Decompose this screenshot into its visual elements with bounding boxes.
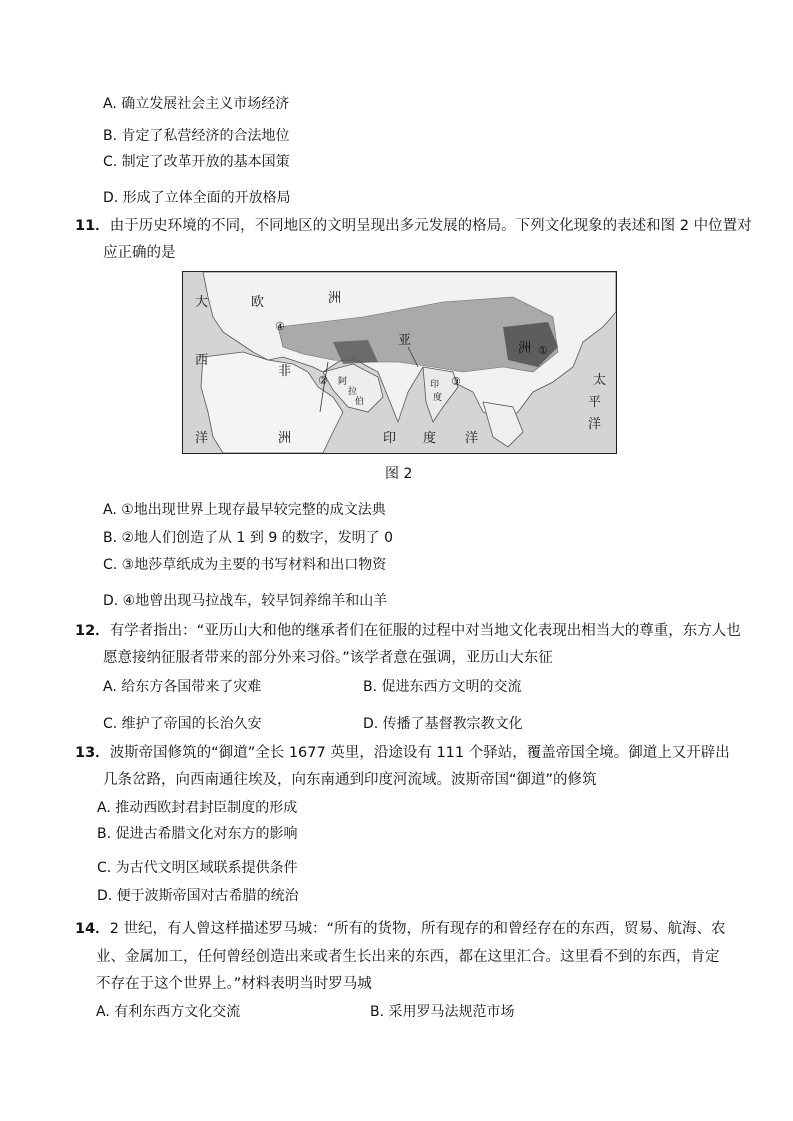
label-india-1: 印 [430, 380, 440, 390]
label-tai: 太 [593, 373, 607, 388]
label-fei: 非 [278, 364, 292, 379]
q13-option-b: B. 促进古希腊文化对东方的影响 [97, 826, 298, 842]
q14-option-b: B. 采用罗马法规范市场 [370, 1004, 515, 1020]
label-zhou-africa: 洲 [278, 431, 292, 446]
label-la: 拉 [348, 387, 358, 397]
marker-4: ④ [275, 320, 285, 333]
label-zhou-asia: 洲 [518, 341, 532, 356]
q14-stem-line3: 不存在于这个世界上。”材料表明当时罗马城 [96, 976, 372, 992]
q14-option-a: A. 有利东西方文化交流 [96, 1004, 241, 1020]
q12-option-c: C. 维护了帝国的长治久安 [103, 716, 262, 732]
q13-option-d: D. 便于波斯帝国对古希腊的统治 [97, 888, 299, 904]
label-ping: 平 [588, 395, 602, 410]
figure-caption: 图 2 [385, 466, 413, 482]
label-xi: 西 [195, 353, 209, 368]
q10-option-d: D. 形成了立体全面的开放格局 [103, 190, 291, 206]
q13-stem-line1 [75, 744, 730, 762]
q13-text-1: 波斯帝国修筑的“御道”全长 1677 英里，沿途设有 111 个驿站，覆盖帝国全境。御道上又开辟出 [109, 745, 730, 761]
marker-1: ① [538, 344, 548, 357]
label-yang-pacific: 洋 [588, 417, 602, 432]
q11-option-b: B. ②地人们创造了从 1 到 9 的数字，发明了 0 [103, 530, 394, 546]
q11-option-a: A. ①地出现世界上现存最早较完整的成文法典 [103, 502, 386, 518]
q14-stem-line2: 业、金属加工，任何曾经创造出来或者生长出来的东西，都在这里汇合。这里看不到的东西，肯定 [96, 949, 720, 965]
q10-option-b: B. 肯定了私营经济的合法地位 [103, 128, 290, 144]
q11-option-d: D. ④地曾出现马拉战车，较早饲养绵羊和山羊 [103, 593, 388, 609]
q11-text-1: 由于历史环境的不同，不同地区的文明呈现出多元发展的格局。下列文化现象的表述和图 2 中位置对 [109, 218, 752, 234]
q14-text-1: 2 世纪，有人曾这样描述罗马城：“所有的货物，所有现存的和曾经存在的东西，贸易、航海、农 [109, 921, 726, 937]
q11-option-c: C. ③地莎草纸成为主要的书写材料和出口物资 [103, 557, 387, 573]
q12-number: 12． [75, 623, 110, 639]
q12-option-d: D. 传播了基督教宗教文化 [363, 716, 523, 732]
q12-stem-line2: 愿意接纳征服者带来的部分外来习俗。”该学者意在强调，亚历山大东征 [103, 650, 553, 666]
label-a: 阿 [338, 377, 348, 387]
marker-3: ③ [451, 375, 461, 388]
q14-stem-line1 [75, 920, 726, 938]
q12-stem-line1 [75, 622, 741, 640]
q10-option-a: A. 确立发展社会主义市场经济 [103, 96, 290, 112]
label-ya: 亚 [398, 333, 412, 348]
label-yang-indian: 洋 [465, 431, 479, 446]
q13-stem-line2: 几条岔路，向西南通往埃及，向东南通到印度河流域。波斯帝国“御道”的修筑 [103, 772, 597, 788]
q11-stem-line2: 应正确的是 [103, 245, 176, 261]
marker-2: ② [318, 374, 328, 387]
label-bo: 伯 [355, 397, 365, 407]
label-ou: 欧 [251, 295, 265, 310]
q13-number: 13． [75, 745, 110, 761]
label-da: 大 [195, 295, 209, 310]
label-india-2: 度 [433, 393, 443, 403]
label-yin-ocean: 印 [383, 431, 397, 446]
label-zhou-europe: 洲 [328, 291, 342, 306]
q11-stem-line1 [75, 217, 752, 235]
label-du-ocean: 度 [423, 431, 437, 446]
q14-number: 14． [75, 921, 110, 937]
world-map-figure [182, 271, 617, 454]
label-yang-atlantic: 洋 [195, 431, 209, 446]
q12-text-1: 有学者指出：“亚历山大和他的继承者们在征服的过程中对当地文化表现出相当大的尊重，东方人也 [109, 623, 741, 639]
q10-option-c: C. 制定了改革开放的基本国策 [103, 154, 290, 170]
q13-option-a: A. 推动西欧封君封臣制度的形成 [97, 800, 298, 816]
q13-option-c: C. 为古代文明区域联系提供条件 [97, 860, 298, 876]
q11-number: 11． [75, 218, 110, 234]
q12-option-b: B. 促进东西方文明的交流 [363, 679, 522, 695]
q12-option-a: A. 给东方各国带来了灾难 [103, 679, 262, 695]
